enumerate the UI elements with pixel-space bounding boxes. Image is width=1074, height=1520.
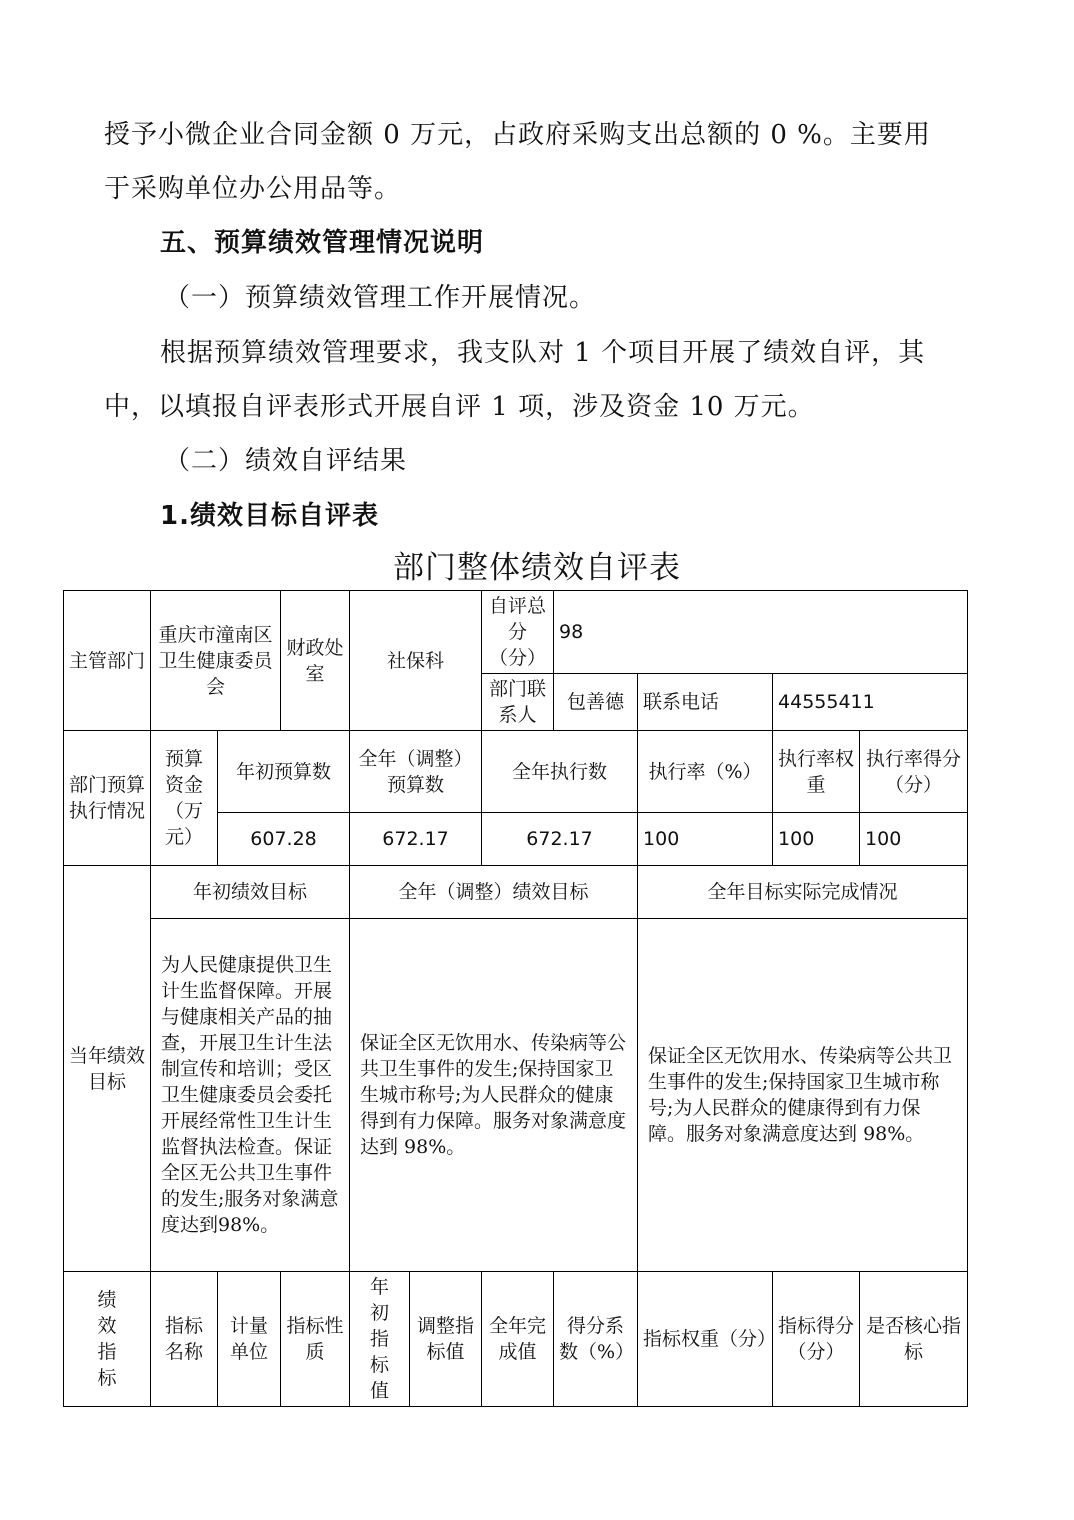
ind-name: 指标名称 xyxy=(151,1272,218,1407)
actual-text: 保证全区无饮用水、传染病等公共卫生事件的发生;保持国家卫生城市称号;为人民群众的健康得到有力保障。服务对象满意度达到 98%。 xyxy=(638,919,968,1272)
col-executed: 全年执行数 xyxy=(482,731,638,813)
val-exec-weight: 100 xyxy=(773,813,860,866)
finance-label: 财政处室 xyxy=(281,591,350,731)
ind-unit: 计量单位 xyxy=(218,1272,281,1407)
subheading: 1.绩效目标自评表 xyxy=(160,501,379,531)
paragraph-line: 中，以填报自评表形式开展自评 1 项，涉及资金 10 万元。 xyxy=(104,392,815,422)
ind-completed: 全年完成值 xyxy=(482,1272,554,1407)
phone-value: 44555411 xyxy=(773,674,968,731)
dept-value: 重庆市潼南区卫生健康委员会 xyxy=(151,591,281,731)
ind-initial: 年初指标值 xyxy=(350,1272,410,1407)
budget-exec-label: 部门预算执行情况 xyxy=(64,731,151,866)
col-initial-goal: 年初绩效目标 xyxy=(151,866,350,919)
val-adjusted-budget: 672.17 xyxy=(350,813,482,866)
score-value: 98 xyxy=(554,591,968,674)
ind-adjusted: 调整指标值 xyxy=(410,1272,482,1407)
val-exec-score: 100 xyxy=(860,813,968,866)
finance-value: 社保科 xyxy=(350,591,482,731)
paragraph-line: 根据预算绩效管理要求，我支队对 1 个项目开展了绩效自评，其 xyxy=(160,338,926,368)
ind-score: 指标得分（分） xyxy=(773,1272,860,1407)
goals-label: 当年绩效目标 xyxy=(64,866,151,1272)
adjusted-goal-text: 保证全区无饮用水、传染病等公共卫生事件的发生;保持国家卫生城市称号;为人民群众的健康得到有力保障。服务对象满意度达到 98%。 xyxy=(350,919,638,1272)
col-initial-budget: 年初预算数 xyxy=(218,731,350,813)
initial-goal-text: 为人民健康提供卫生计生监督保障。开展与健康相关产品的抽查，开展卫生计生法制宣传和培训；受区卫生健康委员会委托开展经常性卫生计生监督执法检查。保证全区无公共卫生事件的发生;服务对象满意度达到98%。 xyxy=(151,919,350,1272)
col-exec-score: 执行率得分（分） xyxy=(860,731,968,813)
paragraph-line: 于采购单位办公用品等。 xyxy=(104,174,402,204)
phone-label: 联系电话 xyxy=(638,674,773,731)
val-exec-rate: 100 xyxy=(638,813,773,866)
paragraph-line: 授予小微企业合同金额 0 万元，占政府采购支出总额的 0 %。主要用 xyxy=(104,120,931,150)
indicators-label: 绩效指标 xyxy=(64,1272,151,1407)
ind-weight: 指标权重（分） xyxy=(638,1272,773,1407)
subsection-heading: （二）绩效自评结果 xyxy=(164,446,408,476)
ind-coef: 得分系数（%） xyxy=(554,1272,638,1407)
contact-value: 包善德 xyxy=(554,674,638,731)
ind-core: 是否核心指标 xyxy=(860,1272,968,1407)
col-exec-weight: 执行率权重 xyxy=(773,731,860,813)
subsection-heading: （一）预算绩效管理工作开展情况。 xyxy=(164,283,597,313)
performance-table xyxy=(63,590,968,1407)
col-adjusted-budget: 全年（调整）预算数 xyxy=(350,731,482,813)
contact-label: 部门联系人 xyxy=(482,674,554,731)
ind-nature: 指标性质 xyxy=(281,1272,350,1407)
section-heading: 五、预算绩效管理情况说明 xyxy=(160,228,485,258)
val-initial-budget: 607.28 xyxy=(218,813,350,866)
col-actual: 全年目标实际完成情况 xyxy=(638,866,968,919)
col-adjusted-goal: 全年（调整）绩效目标 xyxy=(350,866,638,919)
budget-funds-label: 预算资金（万元） xyxy=(151,731,218,866)
val-executed: 672.17 xyxy=(482,813,638,866)
dept-label: 主管部门 xyxy=(64,591,151,731)
score-label: 自评总分（分） xyxy=(482,591,554,674)
col-exec-rate: 执行率（%） xyxy=(638,731,773,813)
table-title: 部门整体绩效自评表 xyxy=(393,550,681,586)
